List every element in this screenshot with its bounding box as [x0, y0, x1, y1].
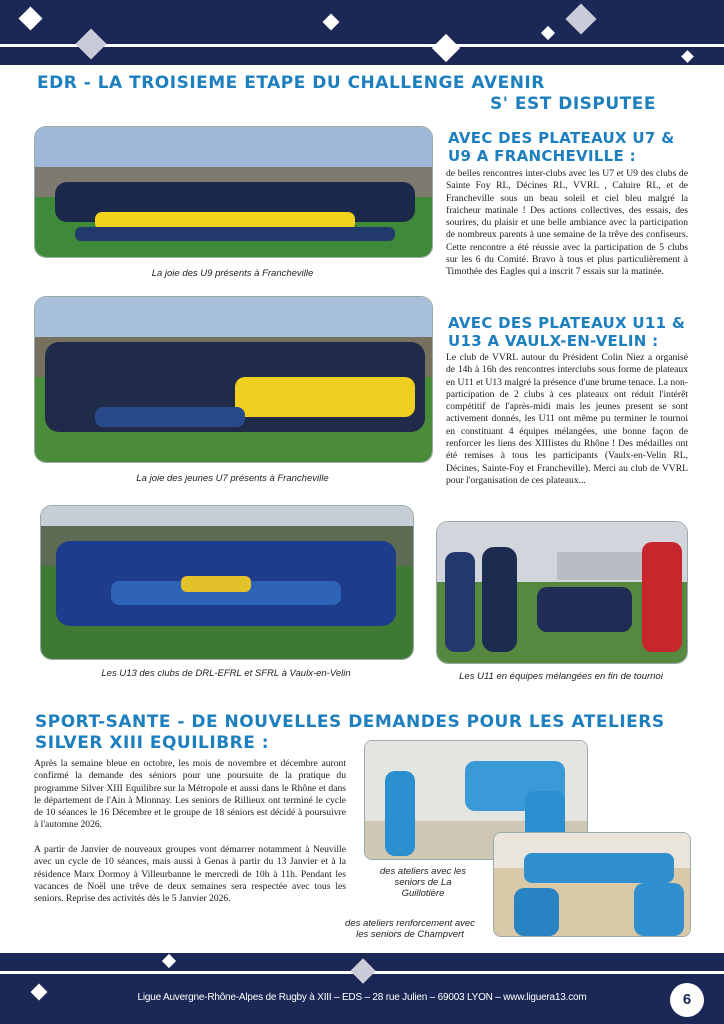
team-photo-illustration	[35, 127, 432, 257]
section2-heading-line2: U13 A VAULX-EN-VELIN :	[448, 332, 659, 350]
top-banner	[0, 0, 724, 44]
caption-photo6-line1: des ateliers renforcement avec	[345, 918, 475, 929]
section2-body: Le club de VVRL autour du Président Colin Niez a organisé de 14h à 16h des rencontres interclubs sous forme de plateaux en U11 et U13 malgré la présence d'une brume tenace. La non-participation de 2 clubs à ces plateaux ont réduit l'intérêt compétitif de l'après-midi mais les jeunes present se sont activement donnés, les U11 ont même pu terminer le tournoi en constituant 4 équipes mélangées, une bonne façon de renforcer les liens des XIIIistes du Rhône ! Des médailles ont été remises à tous les participants (Vaulx-en-Velin RL, Décines, Sainte-Foy et Francheville). Merci au club de VVRL pour l'organisation de ces plateaux...	[446, 352, 688, 486]
team-photo-illustration	[41, 506, 413, 659]
page-title-line2: S' EST DISPUTEE	[490, 94, 657, 114]
caption-photo5-line2: seniors de La	[394, 877, 452, 888]
caption-photo3: Les U13 des clubs de DRL-EFRL et SFRL à Vaulx-en-Velin	[101, 668, 351, 679]
section3-heading-line2: SILVER XIII EQUILIBRE :	[35, 733, 270, 753]
photo-u7-francheville	[34, 296, 433, 463]
section2-heading-line1: AVEC DES PLATEAUX U11 &	[448, 314, 686, 332]
activity-photo-illustration	[494, 833, 690, 936]
footer-address: Ligue Auvergne-Rhône-Alpes de Rugby à XIII – EDS – 28 rue Julien – 69003 LYON – www.liguera13.com	[137, 992, 587, 1003]
caption-photo5-line3: Guillotière	[401, 888, 445, 899]
team-photo-illustration	[437, 522, 687, 663]
caption-photo1: La joie des U9 présents à Francheville	[151, 268, 314, 279]
caption-photo4: Les U11 en équipes mélangées en fin de tournoi	[459, 671, 663, 682]
caption-photo5-line1: des ateliers avec les	[379, 866, 467, 877]
photo-u9-francheville	[34, 126, 433, 258]
team-photo-illustration	[35, 297, 432, 462]
section3-paragraph1: Après la semaine bleue en octobre, les mois de novembre et décembre auront confirmé la demande des séniors pour une poursuite de la pratique du programme Silver XIII Equilibre sur la Métropole et aussi dans le Rhône et dans le département de l'Ain à Mionnay. Les seniors de Rillieux ont terminé le cycle de 10 séances le 16 Décembre et le groupe de 18 séniors est décidé à poursuivre à l'automne 2026.	[34, 758, 346, 831]
caption-photo6-line2: les seniors de Champvert	[356, 929, 464, 940]
page-title-line1: EDR - LA TROISIEME ETAPE DU CHALLENGE AVENIR	[37, 73, 545, 93]
section3-paragraph2: A partir de Janvier de nouveaux groupes vont démarrer notamment à Neuville avec un cycle de 10 séances, mais aussi à Genas à partir du 13 Janvier et à la résidence Marx Dormoy à Villeurbanne le mercredi de 10h à 11h. Pendant les vacances de Noël une trêve de deux semaines sera respectée avec tous les seniors. Reprise des activités dès le 5 Janvier 2026.	[34, 844, 346, 905]
photo-u11-mixed	[436, 521, 688, 664]
photo-u13-vaulx	[40, 505, 414, 660]
caption-photo2: La joie des jeunes U7 présents à Francheville	[136, 473, 329, 484]
top-banner-stripe	[0, 47, 724, 65]
section1-body: de belles rencontres inter-clubs avec les U7 et U9 des clubs de Sainte Foy RL, Décines RL, VVRL , Caluire RL, et de Francheville sous un beau soleil et ciel bleu malgré la fraicheur matinale ! Des actions collectives, des essais, des sourires, du plaisir et une belle ambiance avec la participation de nombreux parents à une semaine de la trêve des confiseurs. Cette rencontre a été réussie avec la participation de 5 clubs sur les 6 du Comité. Bravo à tous et plus particulièrement à Timothée des Eagles qui a inscrit 7 essais sur la matinée.	[446, 168, 688, 278]
photo-seniors-champvert	[493, 832, 691, 937]
section3-heading-line1: SPORT-SANTE - DE NOUVELLES DEMANDES POUR LES ATELIERS	[35, 712, 665, 732]
section1-heading-line1: AVEC DES PLATEAUX U7 &	[448, 129, 675, 147]
section1-heading-line2: U9 A FRANCHEVILLE :	[448, 147, 636, 165]
page-number: 6	[670, 983, 704, 1017]
